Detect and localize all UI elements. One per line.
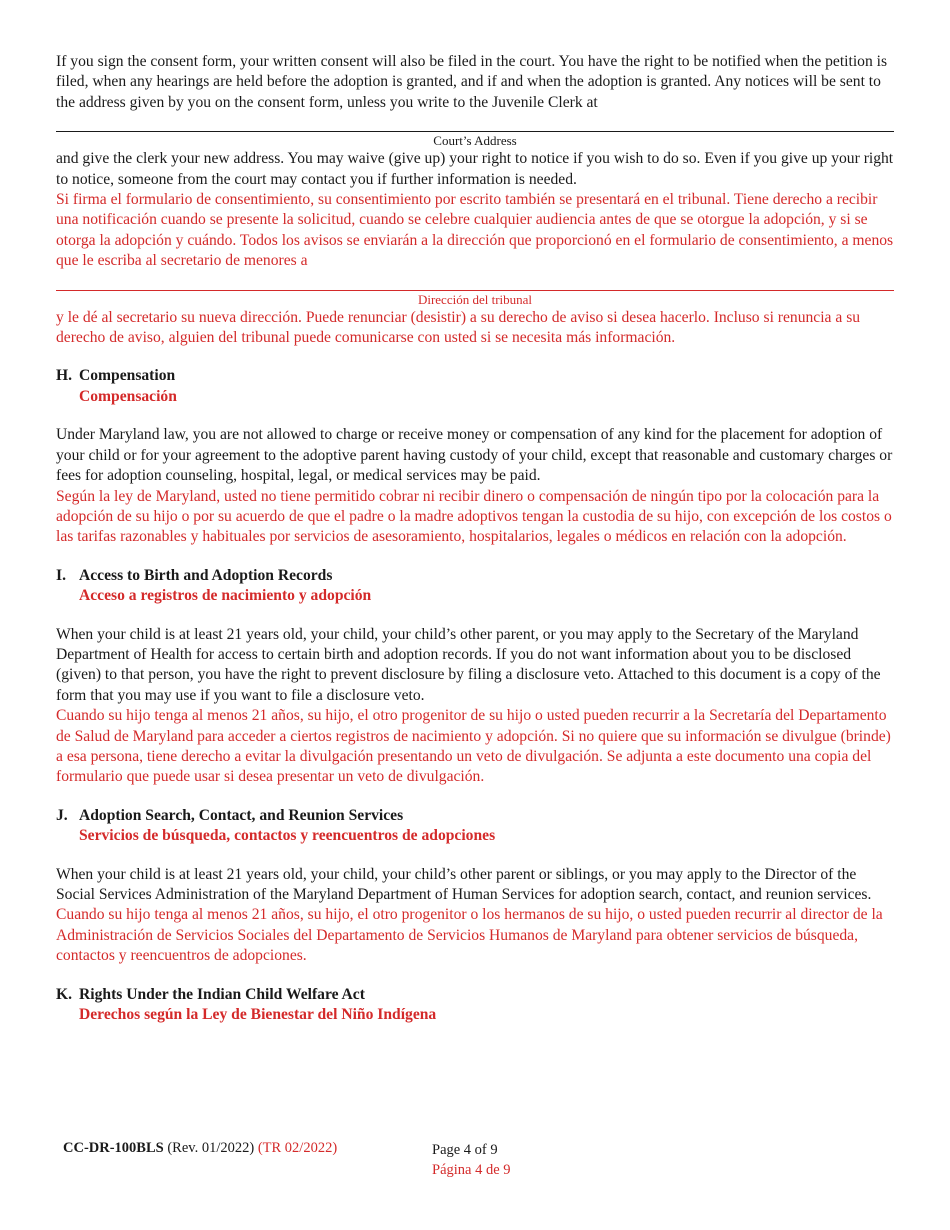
section-letter: I.	[56, 566, 66, 584]
court-address-line	[56, 131, 894, 149]
section-title-es: Compensación	[79, 387, 177, 405]
section-letter: J.	[56, 806, 68, 824]
section-h-body: Under Maryland law, you are not allowed to charge or receive money or compensation of any kind for the placement for adoption of your child or for your agreement to the adoptive parent having custody of your child, except that reasonable and customary charges or fees for adoption counseling, hospital, legal, or medical services may be paid.	[56, 426, 893, 485]
section-i-body-es: Cuando su hijo tenga al menos 21 años, su hijo, el otro progenitor de su hijo o usted pueden recurrir a la Secretaría del Departamento de Salud de Maryland para acceder a ciertos registros de nacimiento y adopción. Si no quiere que su información se divulgue (brinde) a esa persona, tiene derecho a evitar la divulgación presentando un veto de divulgación. Se adjunta a este documento una copia del formulario que puede usar si desea presentar un veto de divulgación.	[56, 707, 891, 786]
page-number-block	[432, 1140, 511, 1180]
intro-paragraph: If you sign the consent form, your written consent will also be filed in the court. You have the right to be notified when the petition is filed, when any hearings are held before the adoption is granted, and if and when the adoption is granted. Any notices will be sent to the address given by you on the consent form, unless you write to the Juvenile Clerk at	[56, 53, 888, 111]
section-k-heading	[56, 985, 894, 1026]
intro-paragraph-continued: and give the clerk your new address. You may waive (give up) your right to notice if you wish to do so. Even if you give up your right to notice, someone from the court may contact you if further information is needed.	[56, 150, 894, 188]
page-footer	[63, 1140, 894, 1180]
section-title: Adoption Search, Contact, and Reunion Services	[79, 806, 404, 824]
section-title-es: Derechos según la Ley de Bienestar del Niño Indígena	[79, 1006, 437, 1024]
section-title-es: Acceso a registros de nacimiento y adopción	[79, 587, 372, 605]
section-j-body-es: Cuando su hijo tenga al menos 21 años, su hijo, el otro progenitor o los hermanos de su hijo, o usted pueden recurrir al director de la Administración de Servicios Sociales del Departamento de Servicios Humanos de Maryland para obtener servicios de búsqueda, contactos y reencuentros de adopciones.	[56, 906, 883, 965]
intro-paragraph-es: Si firma el formulario de consentimiento, su consentimiento por escrito también se presentará en el tribunal. Tiene derecho a recibir una notificación cuando se presente la solicitud, cuando se celebre cualquier audiencia antes de que se otorgue la adopción, y si se otorga la adopción y cuándo. Todos los avisos se enviarán a la dirección que proporcionó en el formulario de consentimiento, a menos que le escriba al secretario de menores a	[56, 191, 894, 270]
court-address-line-es	[56, 290, 894, 308]
page-number: Page 4 of 9	[432, 1142, 498, 1158]
intro-paragraph-es-continued: y le dé al secretario su nueva dirección. Puede renunciar (desistir) a su derecho de aviso si desea hacerlo. Incluso si renuncia a su derecho de aviso, alguien del tribunal puede comunicarse con usted si se necesita más información.	[56, 308, 861, 347]
section-i-heading	[56, 566, 894, 607]
section-h-body-es: Según la ley de Maryland, usted no tiene permitido cobrar ni recibir dinero o compensación de ningún tipo por la colocación para la adopción de su hijo o por su acuerdo de que el padre o la madre adoptivos tengan la custodia de su hijo, con excepción de los costos o las tarifas razonables y habituales por servicios de asesoramiento, hospitalarios, legales o médicos en relación con la adopción.	[56, 487, 892, 546]
document-page	[56, 52, 894, 1043]
section-letter: K.	[56, 985, 73, 1003]
form-identifier	[63, 1140, 337, 1157]
section-j-body: When your child is at least 21 years old, your child, your child’s other parent or siblings, or you may apply to the Director of the Social Services Administration of the Maryland Department of Human Services for adoption search, contact, and reunion services.	[56, 865, 872, 903]
section-title-es: Servicios de búsqueda, contactos y reencuentros de adopciones	[79, 827, 496, 845]
translation-revision: (TR 02/2022)	[257, 1140, 338, 1156]
court-address-label-es: Dirección del tribunal	[417, 291, 533, 307]
form-revision: (Rev. 01/2022)	[167, 1140, 255, 1156]
court-address-label: Court’s Address	[433, 133, 517, 149]
section-title: Rights Under the Indian Child Welfare Act	[79, 985, 365, 1003]
section-title: Access to Birth and Adoption Records	[79, 566, 333, 584]
section-j-heading	[56, 806, 894, 847]
section-letter: H.	[56, 367, 73, 385]
section-title: Compensation	[79, 367, 176, 385]
section-i-body: When your child is at least 21 years old, your child, your child’s other parent, or you may apply to the Secretary of the Maryland Department of Health for access to certain birth and adoption records. If you do not want information about you to be disclosed (given) to that person, you have the right to prevent disclosure by filing a disclosure veto. Attached to this document is a copy of the form that you may use if you want to file a disclosure veto.	[56, 625, 881, 704]
page-number-es: Página 4 de 9	[432, 1162, 511, 1178]
form-number: CC-DR-100BLS	[63, 1140, 164, 1156]
section-h-heading	[56, 366, 894, 407]
